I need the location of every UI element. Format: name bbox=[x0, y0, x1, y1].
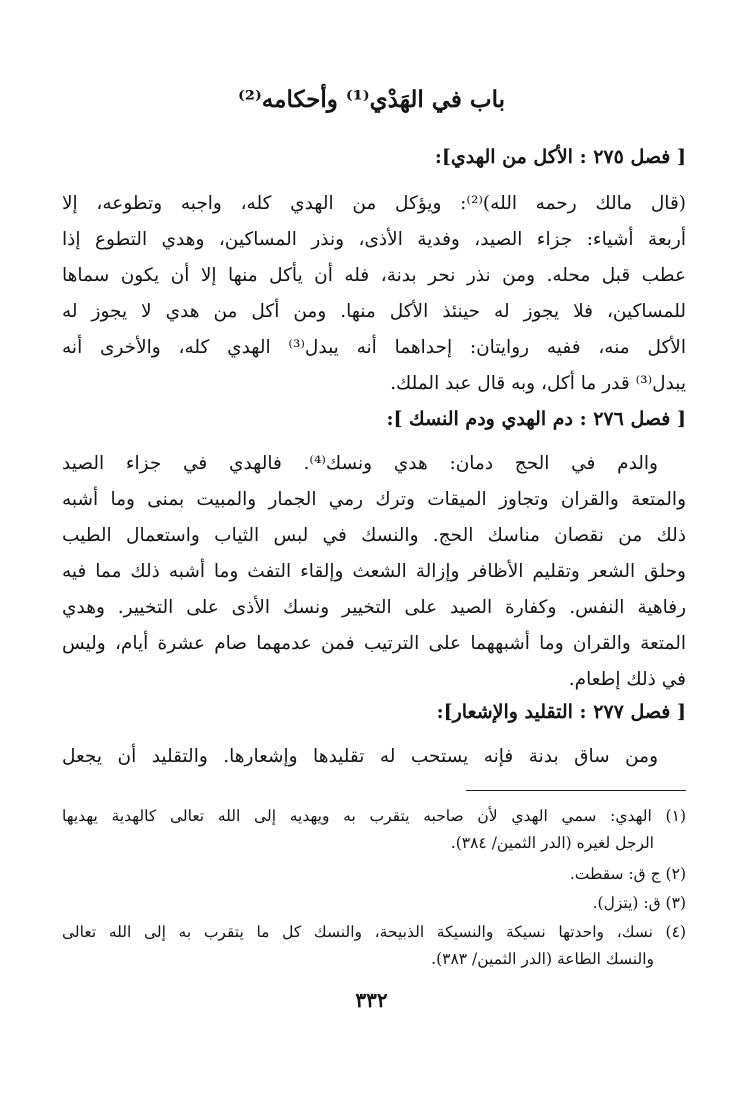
footnote-line: والنسك الطاعة (الدر الثمين/ ٣٨٣). bbox=[431, 950, 654, 968]
text-line: للمساكين، فلا يجوز له حينئذ الأكل منها. ومن أكل من هدي لا يجوز له bbox=[62, 301, 686, 322]
section-heading-276: [ فصل ٢٧٦ : دم الهدي ودم النسك ]: bbox=[386, 408, 686, 430]
section-body-277 bbox=[62, 739, 686, 775]
footnote-divider bbox=[466, 790, 686, 791]
text-line: في ذلك إطعام. bbox=[568, 669, 686, 690]
text-line: ذلك من نقصان مناسك الحج. والنسك في لبس الثياب واستعمال الطيب bbox=[62, 525, 686, 546]
footnote-1 bbox=[62, 803, 686, 857]
footnote-3 bbox=[62, 890, 686, 917]
text-line: الأكل منه، ففيه روايتان: إحداهما أنه يبدل⁽³⁾ الهدي كله، والأخرى أنه bbox=[62, 337, 686, 358]
footnote-line: (٤) نسك، واحدتها نسيكة والنسيكة الذبيحة، والنسك كل ما يتقرب به إلى الله تعالى bbox=[62, 923, 686, 941]
section-body-276 bbox=[62, 446, 686, 698]
text-line: والمتعة والقران وتجاوز الميقات وترك رمي الجمار والمبيت بمنى وما أشبه bbox=[62, 489, 686, 510]
footnote-line: (٢) ج ق: سقطت. bbox=[569, 865, 686, 883]
footnote-4 bbox=[62, 919, 686, 973]
section-heading-275: [ فصل ٢٧٥ : الأكل من الهدي]: bbox=[434, 146, 686, 168]
footnote-line: (١) الهدي: سمي الهدي لأن صاحبه يتقرب به ويهديه إلى الله تعالى كالهدية يهديها bbox=[62, 807, 686, 825]
footnote-line: (٣) ق: (يتزل). bbox=[592, 894, 686, 912]
text-line: ومن ساق بدنة فإنه يستحب له تقليدها وإشعارها. والتقليد أن يجعل bbox=[62, 746, 658, 767]
text-line: (قال مالك رحمه الله)⁽²⁾: ويؤكل من الهدي كله، واجبه وتطوعه، إلا bbox=[62, 193, 686, 214]
footnote-line: الرجل لغيره (الدر الثمين/ ٣٨٤). bbox=[450, 834, 654, 852]
text-line: رفاهية النفس. وكفارة الصيد على التخيير ونسك الأذى على التخيير. وهدي bbox=[62, 597, 686, 618]
text-line: وحلق الشعر وتقليم الأظافر وإزالة الشعث وإلقاء التفث وما أشبه ذلك مما فيه bbox=[62, 561, 686, 582]
text-line: أربعة أشياء: جزاء الصيد، وفدية الأذى، ونذر المساكين، وهدي التطوع إذا bbox=[62, 229, 686, 250]
text-line: يبدل⁽³⁾ قدر ما أكل، وبه قال عبد الملك. bbox=[390, 373, 686, 394]
section-body-275 bbox=[62, 186, 686, 402]
text-line: عطب قبل محله. ومن نذر نحر بدنة، فله أن يأكل منها إلا أن يكون سماها bbox=[62, 265, 686, 286]
section-heading-277: [ فصل ٢٧٧ : التقليد والإشعار]: bbox=[436, 701, 686, 723]
chapter-title: باب في الهَدْي⁽¹⁾ وأحكامه⁽²⁾ bbox=[238, 86, 505, 113]
text-line: المتعة والقران وما أشبههما على الترتيب فمن عدمهما صام عشرة أيام، وليس bbox=[62, 633, 686, 654]
text-line: والدم في الحج دمان: هدي ونسك⁽⁴⁾. فالهدي في جزاء الصيد bbox=[62, 453, 658, 474]
page-number: ٣٣٢ bbox=[355, 988, 388, 1012]
footnote-2 bbox=[62, 861, 686, 888]
